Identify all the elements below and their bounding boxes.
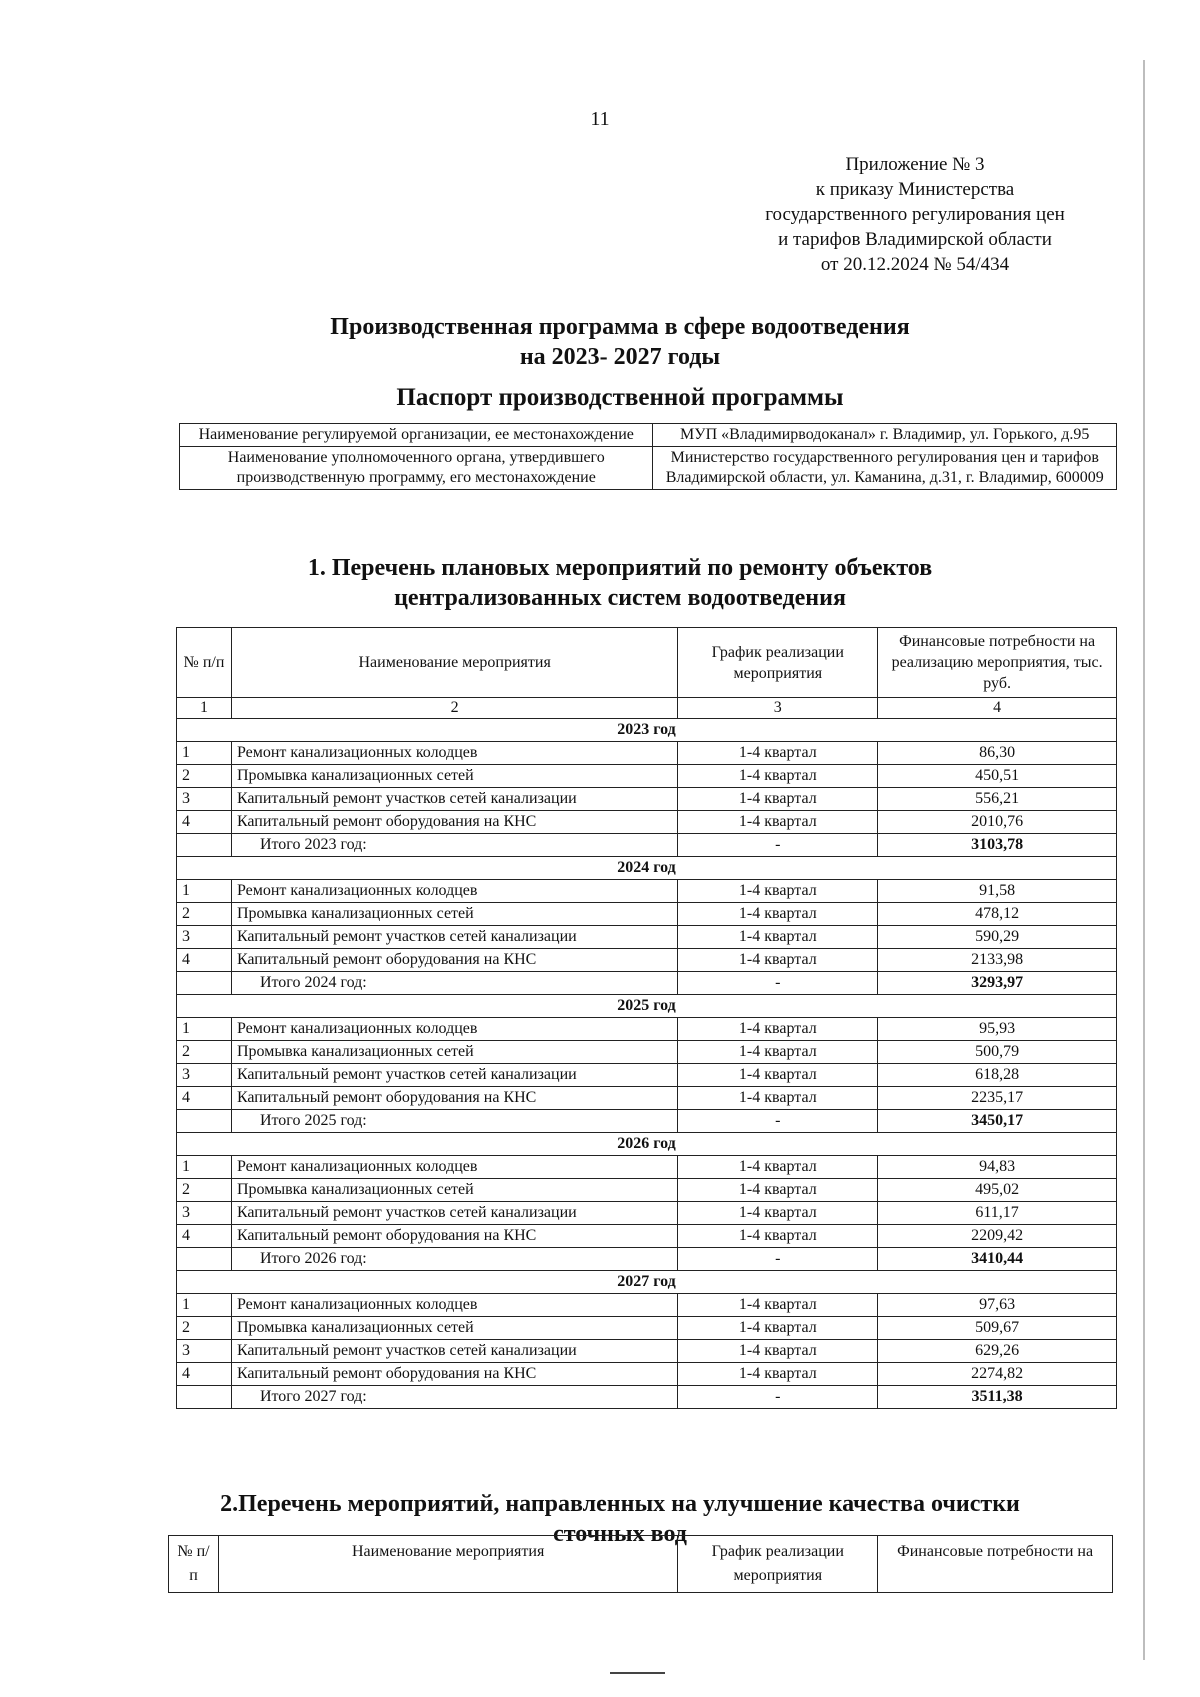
repair-plan-table (176, 627, 1117, 1409)
empty-cell (177, 834, 232, 857)
table-row (177, 949, 1117, 972)
total-value: 3511,38 (878, 1386, 1117, 1409)
row-number: 2 (177, 1179, 232, 1202)
year-total-row (177, 1248, 1117, 1271)
total-schedule: - (678, 972, 878, 995)
activity-name: Капитальный ремонт участков сетей канализации (231, 788, 677, 811)
activity-schedule: 1-4 квартал (678, 788, 878, 811)
row-number: 4 (177, 811, 232, 834)
activity-schedule: 1-4 квартал (678, 1317, 878, 1340)
total-value: 3293,97 (878, 972, 1117, 995)
year-label: 2027 год (177, 1271, 1117, 1294)
year-total-row (177, 834, 1117, 857)
year-total-row (177, 1386, 1117, 1409)
table-row (177, 1340, 1117, 1363)
row-number: 3 (177, 788, 232, 811)
total-label: Итого 2023 год: (231, 834, 677, 857)
total-schedule: - (678, 1386, 878, 1409)
activity-name: Капитальный ремонт оборудования на КНС (231, 811, 677, 834)
activity-cost: 97,63 (878, 1294, 1117, 1317)
column-number: 4 (878, 698, 1117, 719)
row-number: 4 (177, 1363, 232, 1386)
row-number: 1 (177, 1156, 232, 1179)
passport-label: Наименование регулируемой организации, ее местонахождение (180, 424, 653, 447)
row-number: 1 (177, 880, 232, 903)
activity-name: Капитальный ремонт участков сетей канализации (231, 1340, 677, 1363)
appendix-block (700, 152, 1130, 277)
section1-title-line: централизованных систем водоотведения (394, 585, 846, 611)
activity-name: Ремонт канализационных колодцев (231, 1156, 677, 1179)
activity-name: Ремонт канализационных колодцев (231, 1018, 677, 1041)
activity-cost: 556,21 (878, 788, 1117, 811)
activity-name: Капитальный ремонт оборудования на КНС (231, 949, 677, 972)
header-name: Наименование мероприятия (231, 628, 677, 698)
total-schedule: - (678, 1110, 878, 1133)
row-number: 2 (177, 1317, 232, 1340)
activity-cost: 495,02 (878, 1179, 1117, 1202)
year-total-row (177, 972, 1117, 995)
appendix-line: и тарифов Владимирской области (778, 229, 1052, 250)
total-value: 3103,78 (878, 834, 1117, 857)
activity-schedule: 1-4 квартал (678, 903, 878, 926)
activity-cost: 629,26 (878, 1340, 1117, 1363)
passport-title: Паспорт производственной программы (396, 384, 844, 411)
empty-cell (177, 1248, 232, 1271)
column-number-row (177, 698, 1117, 719)
activity-cost: 590,29 (878, 926, 1117, 949)
passport-value: Министерство государственного регулирования цен и тарифов Владимирской области, ул. Каманина, д.31, г. Владимир, 600009 (653, 447, 1117, 490)
header-schedule: График реализации мероприятия (678, 1536, 878, 1593)
table-row (177, 1156, 1117, 1179)
activity-schedule: 1-4 квартал (678, 1087, 878, 1110)
activity-cost: 2209,42 (878, 1225, 1117, 1248)
activity-name: Капитальный ремонт участков сетей канализации (231, 926, 677, 949)
activity-schedule: 1-4 квартал (678, 1156, 878, 1179)
passport-label: Наименование уполномоченного органа, утвердившего производственную программу, его местонахождение (180, 447, 653, 490)
activity-cost: 94,83 (878, 1156, 1117, 1179)
appendix-line: к приказу Министерства (815, 179, 1015, 200)
table-row (177, 1363, 1117, 1386)
passport-table (179, 423, 1117, 490)
row-number: 2 (177, 765, 232, 788)
section1-title (120, 553, 1120, 613)
program-title-line: на 2023- 2027 годы (519, 344, 721, 370)
row-number: 3 (177, 926, 232, 949)
activity-schedule: 1-4 квартал (678, 811, 878, 834)
header-name: Наименование мероприятия (218, 1536, 677, 1593)
activity-schedule: 1-4 квартал (678, 880, 878, 903)
column-number: 1 (177, 698, 232, 719)
total-label: Итого 2025 год: (231, 1110, 677, 1133)
appendix-line: государственного регулирования цен (765, 204, 1065, 225)
year-header-row (177, 995, 1117, 1018)
section2-title-line: сточных вод (553, 1521, 687, 1547)
activity-name: Капитальный ремонт участков сетей канализации (231, 1202, 677, 1225)
quality-measures-table (168, 1535, 1113, 1593)
header-finance: Финансовые потребности на (878, 1536, 1113, 1593)
page-number: 11 (590, 108, 610, 130)
activity-schedule: 1-4 квартал (678, 1179, 878, 1202)
year-header-row (177, 1133, 1117, 1156)
activity-cost: 450,51 (878, 765, 1117, 788)
activity-schedule: 1-4 квартал (678, 1018, 878, 1041)
total-schedule: - (678, 834, 878, 857)
activity-cost: 618,28 (878, 1064, 1117, 1087)
activity-name: Промывка канализационных сетей (231, 903, 677, 926)
year-header-row (177, 857, 1117, 880)
activity-cost: 2133,98 (878, 949, 1117, 972)
activity-schedule: 1-4 квартал (678, 1064, 878, 1087)
row-number: 2 (177, 1041, 232, 1064)
activity-cost: 86,30 (878, 742, 1117, 765)
table-row (177, 1225, 1117, 1248)
activity-cost: 2235,17 (878, 1087, 1117, 1110)
header-num: № п/п (177, 628, 232, 698)
total-value: 3450,17 (878, 1110, 1117, 1133)
row-number: 3 (177, 1340, 232, 1363)
section1-title-line: 1. Перечень плановых мероприятий по ремонту объектов (307, 555, 933, 581)
scan-edge-line (1143, 60, 1145, 1660)
activity-schedule: 1-4 квартал (678, 765, 878, 788)
activity-name: Промывка канализационных сетей (231, 1041, 677, 1064)
table-row (177, 742, 1117, 765)
passport-row (180, 424, 1117, 447)
total-label: Итого 2024 год: (231, 972, 677, 995)
activity-schedule: 1-4 квартал (678, 1202, 878, 1225)
table-row (177, 1064, 1117, 1087)
row-number: 1 (177, 1294, 232, 1317)
table-row (177, 811, 1117, 834)
activity-schedule: 1-4 квартал (678, 1363, 878, 1386)
passport-value: МУП «Владимирводоканал» г. Владимир, ул. Горького, д.95 (653, 424, 1117, 447)
row-number: 3 (177, 1202, 232, 1225)
table-row (177, 1317, 1117, 1340)
row-number: 2 (177, 903, 232, 926)
header-finance: Финансовые потребности на реализацию мероприятия, тыс. руб. (878, 628, 1117, 698)
activity-name: Капитальный ремонт участков сетей канализации (231, 1064, 677, 1087)
activity-cost: 2274,82 (878, 1363, 1117, 1386)
row-number: 4 (177, 1087, 232, 1110)
activity-schedule: 1-4 квартал (678, 742, 878, 765)
activity-name: Капитальный ремонт оборудования на КНС (231, 1225, 677, 1248)
activity-cost: 91,58 (878, 880, 1117, 903)
appendix-line: от 20.12.2024 № 54/434 (820, 254, 1010, 275)
header-schedule: График реализации мероприятия (678, 628, 878, 698)
table-row (177, 1179, 1117, 1202)
activity-name: Промывка канализационных сетей (231, 1179, 677, 1202)
empty-cell (177, 972, 232, 995)
activity-name: Ремонт канализационных колодцев (231, 1294, 677, 1317)
table-row (177, 1294, 1117, 1317)
row-number: 4 (177, 949, 232, 972)
activity-name: Промывка канализационных сетей (231, 1317, 677, 1340)
row-number: 1 (177, 1018, 232, 1041)
total-value: 3410,44 (878, 1248, 1117, 1271)
activity-schedule: 1-4 квартал (678, 1041, 878, 1064)
table-row (177, 1041, 1117, 1064)
total-schedule: - (678, 1248, 878, 1271)
activity-schedule: 1-4 квартал (678, 1225, 878, 1248)
year-total-row (177, 1110, 1117, 1133)
table-row (177, 1202, 1117, 1225)
appendix-line: Приложение № 3 (845, 154, 985, 175)
activity-schedule: 1-4 квартал (678, 1294, 878, 1317)
activity-cost: 95,93 (878, 1018, 1117, 1041)
header-num: № п/п (169, 1536, 219, 1593)
activity-cost: 2010,76 (878, 811, 1117, 834)
table-row (177, 1018, 1117, 1041)
empty-cell (177, 1110, 232, 1133)
table-row (177, 1087, 1117, 1110)
table-row (177, 903, 1117, 926)
section2-title-line: 2.Перечень мероприятий, направленных на улучшение качества очистки (220, 1491, 1020, 1517)
activity-cost: 500,79 (878, 1041, 1117, 1064)
year-label: 2026 год (177, 1133, 1117, 1156)
program-title-line: Производственная программа в сфере водоотведения (330, 314, 910, 340)
table-header-row (177, 628, 1117, 698)
year-header-row (177, 719, 1117, 742)
activity-schedule: 1-4 квартал (678, 949, 878, 972)
activity-schedule: 1-4 квартал (678, 1340, 878, 1363)
activity-name: Ремонт канализационных колодцев (231, 742, 677, 765)
table-row (177, 788, 1117, 811)
table-header-row (169, 1536, 1113, 1593)
row-number: 4 (177, 1225, 232, 1248)
activity-cost: 478,12 (878, 903, 1117, 926)
activity-name: Капитальный ремонт оборудования на КНС (231, 1087, 677, 1110)
total-label: Итого 2027 год: (231, 1386, 677, 1409)
row-number: 3 (177, 1064, 232, 1087)
total-label: Итого 2026 год: (231, 1248, 677, 1271)
program-title (120, 312, 1120, 372)
table-row (177, 926, 1117, 949)
table-row (177, 880, 1117, 903)
activity-cost: 509,67 (878, 1317, 1117, 1340)
activity-schedule: 1-4 квартал (678, 926, 878, 949)
year-label: 2023 год (177, 719, 1117, 742)
column-number: 2 (231, 698, 677, 719)
year-label: 2024 год (177, 857, 1117, 880)
activity-name: Промывка канализационных сетей (231, 765, 677, 788)
table-row (177, 765, 1117, 788)
scan-mark (610, 1672, 665, 1674)
year-label: 2025 год (177, 995, 1117, 1018)
empty-cell (177, 1386, 232, 1409)
activity-name: Ремонт канализационных колодцев (231, 880, 677, 903)
year-header-row (177, 1271, 1117, 1294)
column-number: 3 (678, 698, 878, 719)
activity-cost: 611,17 (878, 1202, 1117, 1225)
activity-name: Капитальный ремонт оборудования на КНС (231, 1363, 677, 1386)
passport-row (180, 447, 1117, 490)
row-number: 1 (177, 742, 232, 765)
